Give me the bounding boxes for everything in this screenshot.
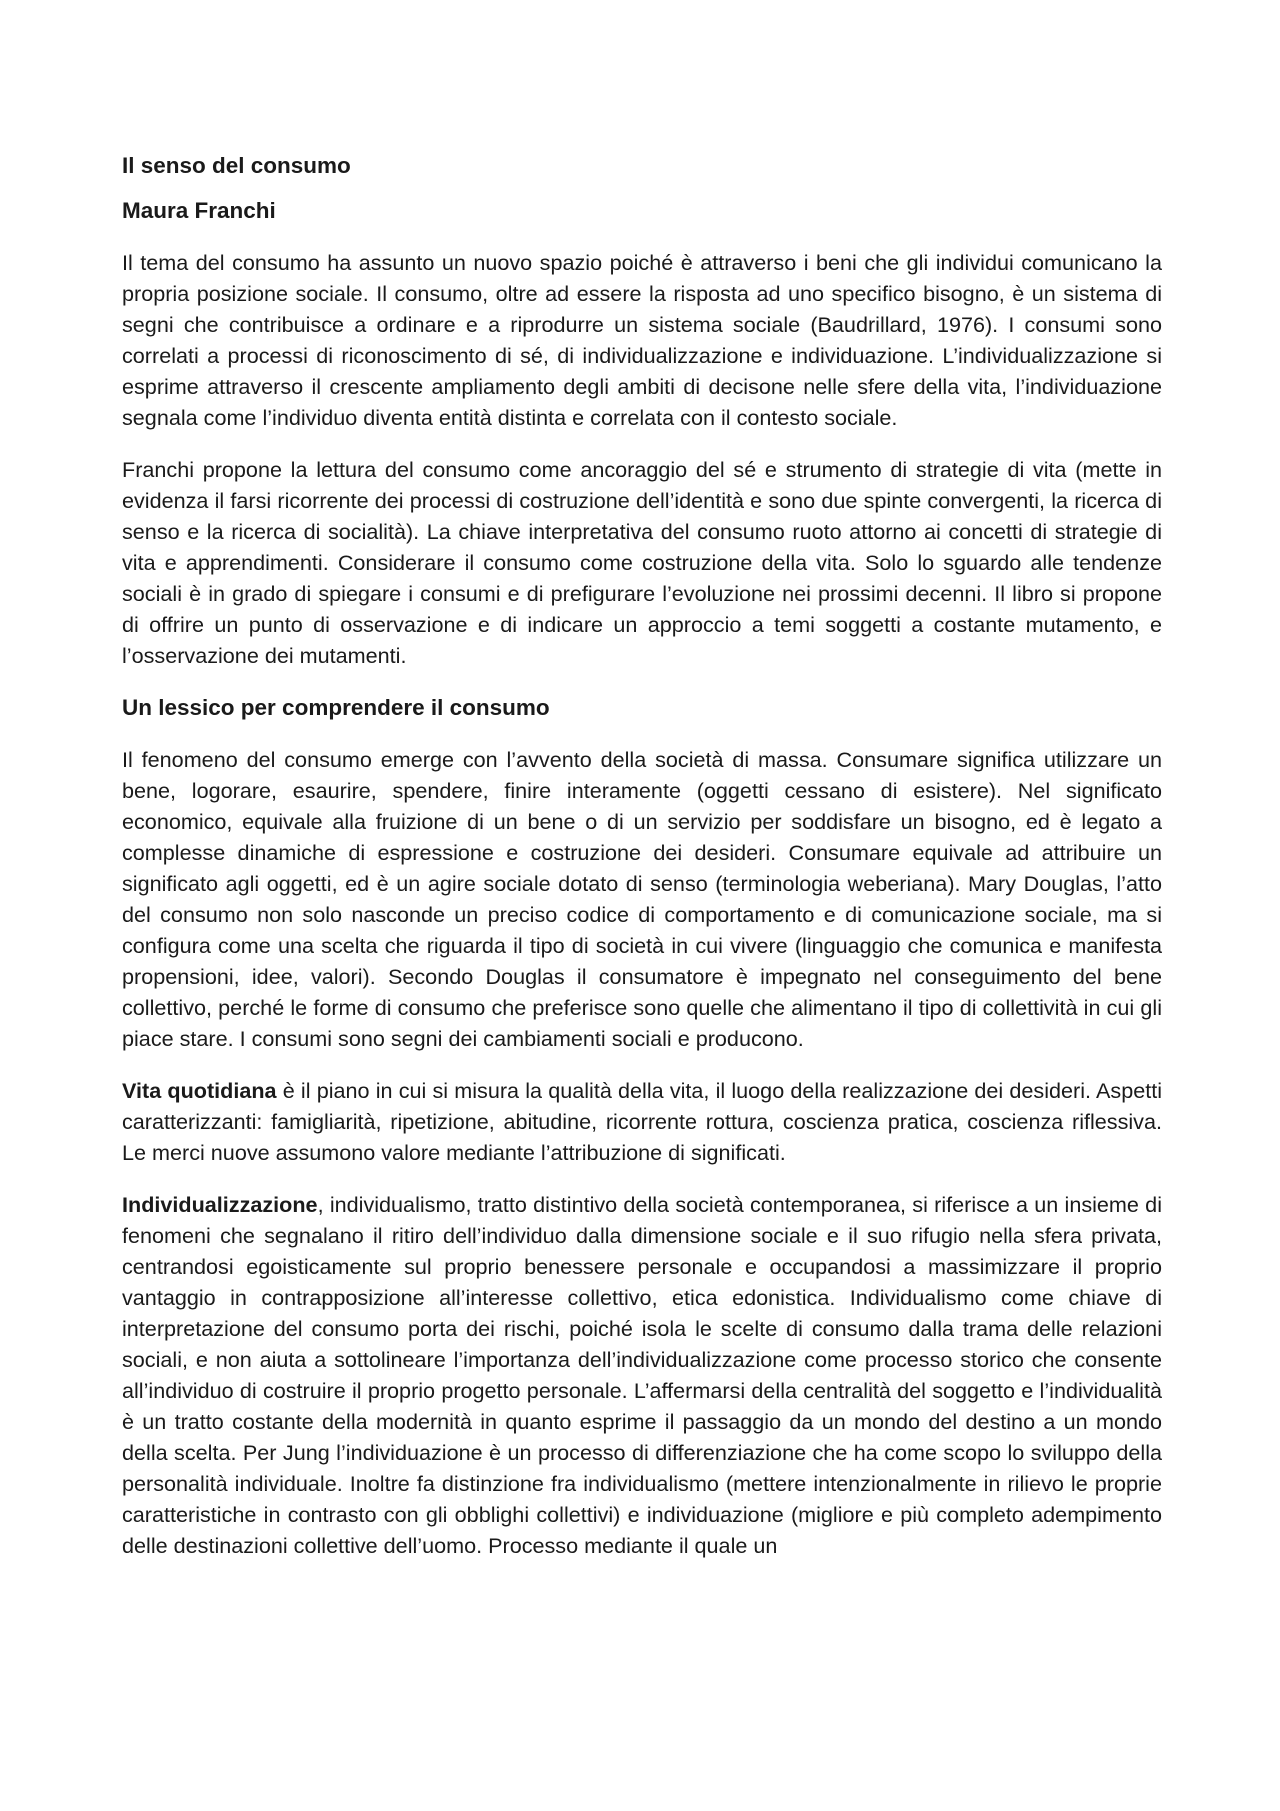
paragraph-intro: Il tema del consumo ha assunto un nuovo spazio poiché è attraverso i beni che gli individui comunicano la propria posizione sociale. Il consumo, oltre ad essere la risposta ad uno specifico bisogno, è un sistema di segni che contribuisce a ordinare e a riprodurre un sistema sociale (Baudrillard, 1976). I consumi sono correlati a processi di riconoscimento di sé, di individualizzazione e individuazione. L’individualizzazione si esprime attraverso il crescente ampliamento degli ambiti di decisone nelle sfere della vita, l’individuazione segnala come l’individuo diventa entità distinta e correlata con il contesto sociale. (122, 250, 1162, 430)
document-author: Maura Franchi (122, 198, 276, 223)
section-heading: Un lessico per comprendere il consumo (122, 695, 550, 720)
document-page (122, 150, 1162, 1561)
paragraph-daily-life (122, 1075, 1162, 1168)
paragraph-individualization-text: , individualismo, tratto distintivo della società contemporanea, si riferisce a un insieme di fenomeni che segnalano il ritiro dell’individuo dalla dimensione sociale e il suo rifugio nella sfera privata, centrandosi egoisticamente sul proprio benessere personale e occupandosi a massimizzare il proprio vantaggio in contrapposizione all’interesse collettivo, etica edonistica. Individualismo come chiave di interpretazione del consumo porta dei rischi, poiché isola le scelte di consumo dalla trama delle relazioni sociali, e non aiuta a sottolineare l’importanza dell’individualizzazione come processo storico che consente all’individuo di costruire il proprio progetto personale. L’affermarsi della centralità del soggetto e l’individualità è un tratto costante della modernità in quanto esprime il passaggio da un mondo del destino a un mondo della scelta. Per Jung l’individuazione è un processo di differenziazione che ha come scopo lo sviluppo della personalità individuale. Inoltre fa distinzione fra individualismo (mettere intenzionalmente in rilievo le proprie caratteristiche in contrasto con gli obblighi collettivi) e individuazione (migliore e più completo adempimento delle destinazioni collettive dell’uomo. Processo mediante il quale un (122, 1192, 1162, 1558)
document-title: Il senso del consumo (122, 153, 351, 178)
paragraph-consumption-lexicon: Il fenomeno del consumo emerge con l’avvento della società di massa. Consumare significa utilizzare un bene, logorare, esaurire, spendere, finire interamente (oggetti cessano di esistere). Nel significato economico, equivale alla fruizione di un bene o di un servizio per soddisfare un bisogno, ed è legato a complesse dinamiche di espressione e costruzione dei desideri. Consumare equivale ad attribuire un significato agli oggetti, ed è un agire sociale dotato di senso (terminologia weberiana). Mary Douglas, l’atto del consumo non solo nasconde un preciso codice di comportamento e di comunicazione sociale, ma si configura come una scelta che riguarda il tipo di società in cui vivere (linguaggio che comunica e manifesta propensioni, idee, valori). Secondo Douglas il consumatore è impegnato nel conseguimento del bene collettivo, perché le forme di consumo che preferisce sono quelle che alimentano il tipo di collettività in cui gli piace stare. I consumi sono segni dei cambiamenti sociali e producono. (122, 747, 1162, 1051)
term-individualizzazione: Individualizzazione (122, 1192, 318, 1217)
paragraph-daily-life-text: è il piano in cui si misura la qualità della vita, il luogo della realizzazione dei desideri. Aspetti caratterizzanti: famigliarità, ripetizione, abitudine, ricorrente rottura, coscienza pratica, coscienza riflessiva. Le merci nuove assumono valore mediante l’attribuzione di significati. (122, 1078, 1163, 1165)
term-vita-quotidiana: Vita quotidiana (122, 1078, 277, 1103)
paragraph-franchi-proposal: Franchi propone la lettura del consumo come ancoraggio del sé e strumento di strategie di vita (mette in evidenza il farsi ricorrente dei processi di costruzione dell’identità e sono due spinte convergenti, la ricerca di senso e la ricerca di socialità). La chiave interpretativa del consumo ruoto attorno ai concetti di strategie di vita e apprendimenti. Considerare il consumo come costruzione della vita. Solo lo sguardo alle tendenze sociali è in grado di spiegare i consumi e di prefigurare l’evoluzione nei prossimi decenni. Il libro si propone di offrire un punto di osservazione e di indicare un approccio a temi soggetti a costante mutamento, e l’osservazione dei mutamenti. (122, 457, 1162, 668)
paragraph-individualization (122, 1189, 1162, 1561)
